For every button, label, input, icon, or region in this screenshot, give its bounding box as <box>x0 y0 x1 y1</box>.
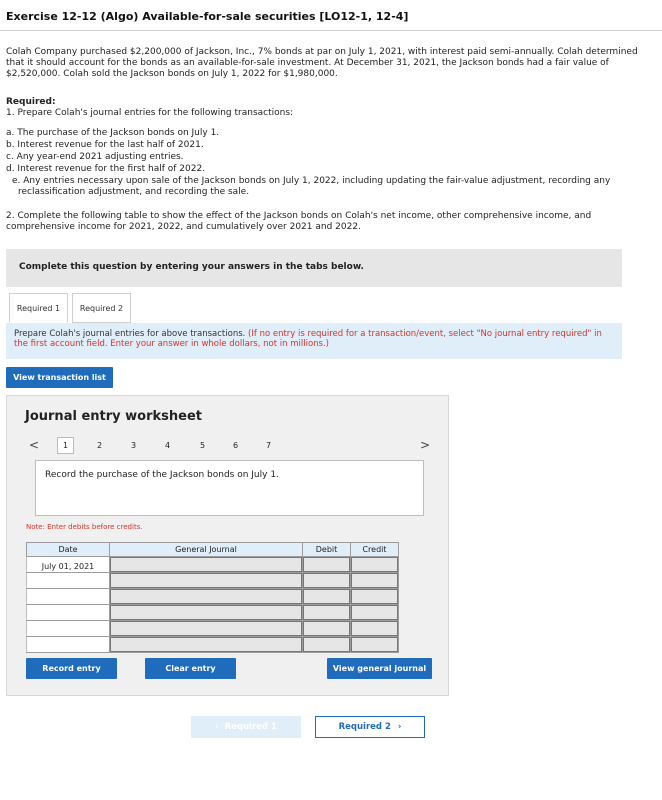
table-row <box>27 605 399 621</box>
debit-cell[interactable] <box>303 589 351 605</box>
worksheet-title: Journal entry worksheet <box>25 409 202 424</box>
requirement-1: 1. Prepare Colah's journal entries for the following transactions: <box>6 108 294 118</box>
account-cell[interactable] <box>110 557 303 573</box>
instruction-banner-text: Complete this question by entering your answers in the tabs below. <box>19 262 364 272</box>
debit-input[interactable] <box>303 557 350 572</box>
credit-cell[interactable] <box>351 621 399 637</box>
date-cell[interactable] <box>27 621 110 637</box>
record-description-box <box>35 460 424 516</box>
debit-input[interactable] <box>303 589 350 604</box>
instructions-note: (If no entry is required for a transaction/event, select "No journal entry required" in the first account field. Enter your answer in whole dollars, not in millions.) <box>14 329 602 349</box>
column-date: Date <box>27 543 110 557</box>
credit-cell[interactable] <box>351 557 399 573</box>
account-cell[interactable] <box>110 573 303 589</box>
tab-required-2[interactable]: Required 2 <box>72 293 131 323</box>
debit-input[interactable] <box>303 573 350 588</box>
debit-input[interactable] <box>303 621 350 636</box>
page-1[interactable]: 1 <box>57 437 74 454</box>
required-heading: Required: <box>6 97 56 107</box>
account-input[interactable] <box>110 557 302 572</box>
account-cell[interactable] <box>110 605 303 621</box>
instructions-main: Prepare Colah's journal entries for above transactions. <box>14 329 246 339</box>
credit-cell[interactable] <box>351 589 399 605</box>
page-4[interactable]: 4 <box>164 441 171 450</box>
credit-cell[interactable] <box>351 637 399 653</box>
credit-input[interactable] <box>351 557 398 572</box>
item-b: b. Interest revenue for the last half of 2021. <box>6 140 204 150</box>
page-2[interactable]: 2 <box>96 441 103 450</box>
journal-entry-worksheet <box>6 395 449 696</box>
table-row <box>27 573 399 589</box>
requirement-2: 2. Complete the following table to show the effect of the Jackson bonds on Colah's net income, other comprehensive income, and comprehensive income for 2021, 2022, and cumulatively over 2021 and 2022. <box>6 211 592 232</box>
chevron-right-icon: › <box>397 722 402 732</box>
credit-input[interactable] <box>351 621 398 636</box>
date-cell[interactable] <box>27 637 110 653</box>
item-a: a. The purchase of the Jackson bonds on July 1. <box>6 128 220 138</box>
instruction-banner <box>6 249 622 287</box>
account-input[interactable] <box>110 573 302 588</box>
view-general-journal-button[interactable]: View general journal <box>327 658 432 679</box>
debit-cell[interactable] <box>303 637 351 653</box>
next-required-label: Required 2 <box>338 722 391 732</box>
credit-input[interactable] <box>351 573 398 588</box>
clear-entry-button[interactable]: Clear entry <box>145 658 236 679</box>
account-input[interactable] <box>110 605 302 620</box>
debit-cell[interactable] <box>303 621 351 637</box>
exercise-title: Exercise 12-12 (Algo) Available-for-sale securities [LO12-1, 12-4] <box>6 10 409 23</box>
page-5[interactable]: 5 <box>199 441 206 450</box>
table-row <box>27 557 399 573</box>
account-input[interactable] <box>110 589 302 604</box>
column-credit: Credit <box>351 543 399 557</box>
debit-input[interactable] <box>303 605 350 620</box>
debit-cell[interactable] <box>303 605 351 621</box>
next-required-button[interactable] <box>315 716 425 738</box>
instructions-box <box>6 323 622 359</box>
table-row <box>27 589 399 605</box>
page-7[interactable]: 7 <box>265 441 272 450</box>
date-cell[interactable] <box>27 605 110 621</box>
account-cell[interactable] <box>110 621 303 637</box>
account-input[interactable] <box>110 621 302 636</box>
debit-input[interactable] <box>303 637 350 652</box>
date-value[interactable]: July 01, 2021 <box>41 562 95 571</box>
date-cell[interactable] <box>27 573 110 589</box>
column-general-journal: General Journal <box>110 543 303 557</box>
account-cell[interactable] <box>110 637 303 653</box>
account-input[interactable] <box>110 637 302 652</box>
prev-page-arrow-icon[interactable]: < <box>29 438 40 452</box>
credit-input[interactable] <box>351 589 398 604</box>
column-debit: Debit <box>303 543 351 557</box>
credit-cell[interactable] <box>351 573 399 589</box>
item-c: c. Any year-end 2021 adjusting entries. <box>6 152 184 162</box>
view-transaction-list-button[interactable]: View transaction list <box>6 367 113 388</box>
problem-intro: Colah Company purchased $2,200,000 of Jackson, Inc., 7% bonds at par on July 1, 2021, with interest paid semi-annually. Colah determined that it should account for the bonds as an available-for-sale investment. At December 31, 2021, the Jackson bonds had a fair value of $2,520,000. Colah sold the Jackson bonds on July 1, 2022 for $1,980,000. <box>6 47 638 79</box>
record-description: Record the purchase of the Jackson bonds on July 1. <box>45 470 279 480</box>
item-d: d. Interest revenue for the first half of 2022. <box>6 164 206 174</box>
table-row <box>27 637 399 653</box>
page-6[interactable]: 6 <box>232 441 239 450</box>
prev-required-label: Required 1 <box>224 722 277 732</box>
debits-note: Note: Enter debits before credits. <box>26 523 143 531</box>
chevron-left-icon: ‹ <box>215 722 219 732</box>
credit-input[interactable] <box>351 605 398 620</box>
table-row <box>27 621 399 637</box>
prev-required-button[interactable] <box>191 716 301 738</box>
next-page-arrow-icon[interactable]: > <box>420 438 431 452</box>
item-e: e. Any entries necessary upon sale of the Jackson bonds on July 1, 2022, including updating the fair-value adjustment, recording any reclassification adjustment, and recording the sale. <box>12 176 611 197</box>
date-cell[interactable] <box>27 557 110 573</box>
page-3[interactable]: 3 <box>130 441 137 450</box>
date-cell[interactable] <box>27 589 110 605</box>
journal-table <box>26 542 399 653</box>
debit-cell[interactable] <box>303 573 351 589</box>
credit-cell[interactable] <box>351 605 399 621</box>
account-cell[interactable] <box>110 589 303 605</box>
debit-cell[interactable] <box>303 557 351 573</box>
title-divider <box>0 30 662 31</box>
credit-input[interactable] <box>351 637 398 652</box>
tab-required-1[interactable]: Required 1 <box>9 293 68 323</box>
record-entry-button[interactable]: Record entry <box>26 658 117 679</box>
